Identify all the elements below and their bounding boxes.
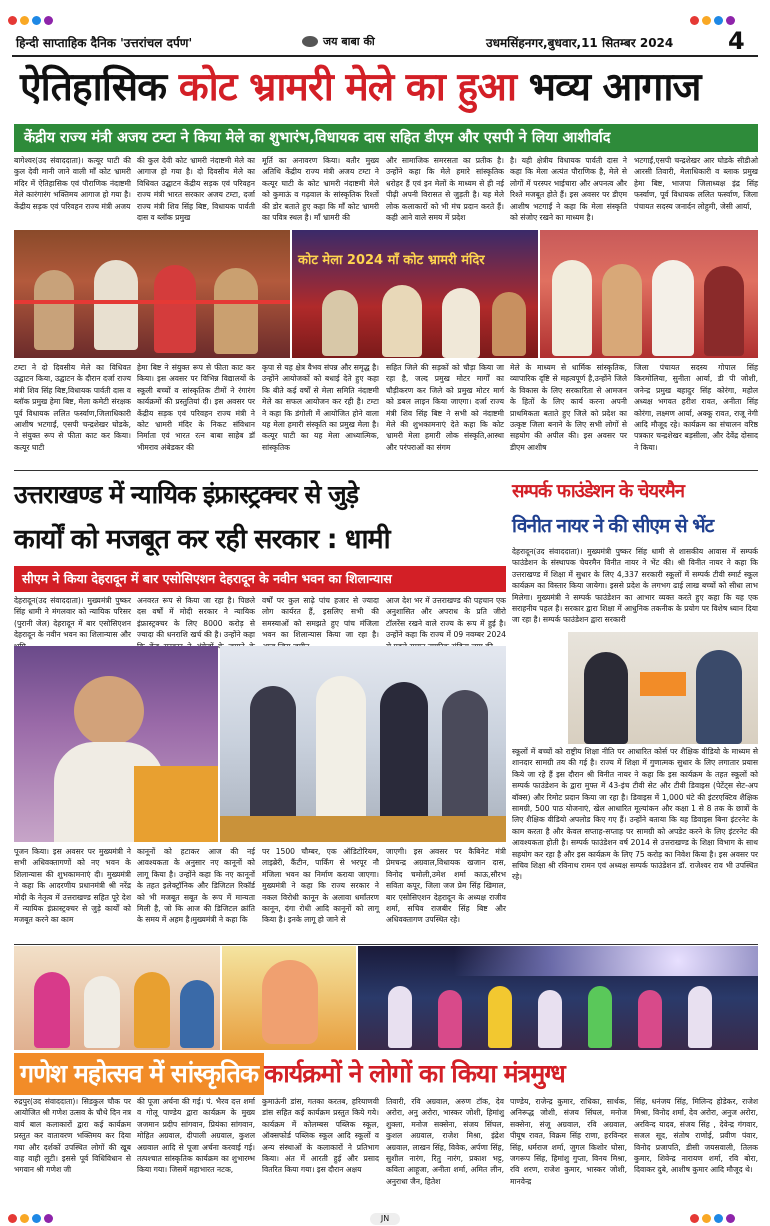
lead-col-5-top: है। यही क्षेत्रीय विधायक पार्वती दास ने कहा कि मेला अत्यंत पौराणिक है, मेले से लोगों में परस्पर भाईचारा और अपनत्व और रिश्ते मजबूत होते हैं। इस अवसर पर डीएम आशीष भटगाईं ने कहा कि मेला संस्कृति को संजोए रखने का माध्यम है। <box>510 156 627 223</box>
sampark-photo-meeting <box>568 632 758 744</box>
dot-red <box>690 16 699 25</box>
dhami-col-3-top: वर्षों पर कुल साढ़े पांच हजार से ज्यादा लोग कार्यरत हैं, इसलिए सभी की समस्याओं को समझते हुए पांच मंजिला भवन का शिलान्यास किया जा रहा है। <box>262 596 379 640</box>
lead-col-5-bottom: मेले के माध्यम से धार्मिक सांस्कृतिक, व्यापारिक दृष्टि से महत्वपूर्ण है,उन्होंने जिले के विकास के लिए सरकारिता से आमजन के हितों के लिए कार्य करना अपनी प्राथमिकता बताते हुए जिले को प्रदेश का उत्कृष्ट जिला बनाने के लिए सभी लोगों से सहयोग की अपील की। इस अवसर पर डीएम आशीष <box>510 363 627 452</box>
footer-dots-right <box>690 1214 735 1223</box>
ganesh-col-2: की पूजा अर्चना की गई। पं. भैरव दत्त शर्मा व गोलू पाण्डेय द्वारा कार्यक्रम के मुख्य जजमान प्रदीप सांगवान, प्रियंका सांगवान, मोहित अग्रवाल, दीपाली अग्रवाल, कुशल अग्रवाल आदि से पूजा अर्चना करवाई गई। तत्पश्चात सांस्कृतिक कार्यक्रम का शुभारम्भ किया गया। जिसमें महाभारत नटक, <box>137 1097 255 1175</box>
lead-col-2-top: की कुल देवी कोट भ्रामरी नंदाष्टमी मेले का आगाज हो गया है। दो दिवसीय मेले का विधिवत उद्घाटन केंद्रीय सड़क एवं परिवहन राज्य मंत्री भारत सरकार अजय टम्टा, दर्जा राज्य मंत्री शिव सिंह बिष्ट, विधायक पार्वती दास व ब्लॉक प्रमुख <box>137 156 255 223</box>
dot-blue <box>32 1214 41 1223</box>
lead-col-1-top: बागेश्वर(उद संवाददाता)। कत्यूर घाटी की कुल देवी मानी जाने वाली माँ कोट भ्रामरी मंदिर में ऐतिहासिक एवं पौराणिक नंदाष्टमी मेले कारंगारंग भक्तिमय आगाज हो गया है। केंद्रीय सड़क एवं परिवहन राज्य मंत्री अजय <box>14 156 131 211</box>
ganesh-headline-part1: गणेश महोत्सव में सांस्कृतिक <box>14 1053 264 1095</box>
ganesh-photo-puja <box>14 946 220 1050</box>
dhami-photo-foundation <box>220 646 506 842</box>
ganesh-col-6: सिंह, धनंजय सिंह, मिलिन्द होडेकर, राजेश मिश्रा, विनोद शर्मा, देव अरोरा, अनुज अरोरा, अरविन्द यादव, संजय सिंह , देवेन्द्र गंगवार, सजल सूद, संतोष राणोई, प्रवीण पंवार, विनोद प्रजापति, डीसी जयसवाली, तिलक कुमार, शिवेन्द्र नारायण शर्मा, रवि बोरा, दिवाकर दुबे, आशीष कुमार आदि मौजूद थे। <box>634 1097 758 1175</box>
center-emblem <box>302 34 375 49</box>
dot-blue <box>32 16 41 25</box>
dhami-headline-line2: कार्यों को मजबूत कर रही सरकार : धामी <box>14 524 390 555</box>
dot-red <box>690 1214 699 1223</box>
sampark-headline-line2: विनीत नायर ने की सीएम से भेंट <box>512 515 714 537</box>
dhami-col-4-bottom: जाएगी। इस अवसर पर कैबिनेट मंत्री प्रेमचन्द्र अग्रवाल,विधायक खजान दास, विनोद चमोली,उमेश शर्मा काऊ,सौरभ सविता कपूर, जिला जज प्रेम सिंह खिमाल, बार एसोसिएशन देहरादून के अध्यक्ष राजीव शर्मा, सचिव राजबीर सिंह बिष्ट और अधिवक्तागण उपस्थित रहे। <box>386 847 506 925</box>
masthead-bar <box>0 0 770 62</box>
center-label: जय बाबा की <box>323 35 375 48</box>
sampark-headline-line1: सम्पर्क फाउंडेशन के चेयरमैन <box>512 481 684 502</box>
ganesh-col-3: कुमाऊंनी डांस, गतका करतब, हरियाणवी डांस सहित कई कार्यक्रम प्रस्तुत किये गये। कार्यक्रम में कोलम्बस पब्लिक स्कूल, ऑक्सफोर्ड पब्लिक स्कूल आदि स्कूलों व अन्य संस्थाओं के कलाकारों ने प्रतिभाग किया। अंत में आरती हुई और प्रसाद वितरित किया गया। इस दौरान अक्षय <box>262 1097 379 1175</box>
sampark-body-top: देहरादून(उद संवाददाता)। मुख्यमंत्री पुष्कर सिंह धामी से शासकीय आवास में सम्पर्क फाउंडेशन के संस्थापक चेयरमैन विनीत नायर ने भेंट की। श्री विनीत नायर ने कहा कि उत्तराखण्ड में शिक्षा में सुधार के लिए 4,337 सरकारी स्कूलों में सम्पर्क टीवी स्मार्ट स्कूल कार्यक्रम का विस्तार किया जायेगा। इससे प्रदेश के लगभग ढाई लाख बच्चों को सीधा लाभ मिलेगा। मुख्यमंत्री ने सम्पर्क फाउंडेशन का आभार व्यक्त करते हुए कहा कि यह एक सराहनीय पहल है। सरकार द्वारा शिक्षा में आधुनिक तकनीक के प्रयोग पर विशेष ध्यान दिया जा रहा है। सम्पर्क फाउंडेशन द्वारा सरकारी <box>512 547 758 625</box>
dhami-col-2-bottom: कानूनों को हटाकर आज की नई आवश्यकता के अनुसार नए कानूनों को लागू किया है। उन्होंने कहा कि नए कानूनों के तहत इलेक्ट्रॉनिक और डिजिटल रिकॉर्ड को भी मजबूत सबूत के रूप में मान्यता मिली है, जो कि आज की डिजिटल क्रांति के समय में अहम है।मुख्यमंत्री ने कहा कि <box>137 847 255 925</box>
sampark-body-bottom: स्कूलों में बच्चों को राष्ट्रीय शिक्षा नीति पर आधारित कोर्स पर शैक्षिक वीडियो के माध्यम से शानदार सामग्री तय की गई है। राज्य में शिक्षा में गुणात्मक सुधार के लिए लगातार प्रयास किये जा रहे हैं इस दौरान श्री विनीत नायर ने कहा कि इस कार्यक्रम के तहत स्कूलों को सम्पर्क फाउंडेशन के द्वारा मुफ्त में 43-इंच टीवी सेट और टीवी डिवाइस (पेटेंट्स सेट-अप बॉक्स) और रिमोट प्रदान किया जा रहा है। डिवाइस में 1,000 घंटे की इंटरएक्टिव शैक्षिक सामग्री, 500 पाठ योजनाएं, खेल आधारित मूल्यांकन और कक्षा 1 से 8 तक के छात्रों के लिए शैक्षिक वीडियो अपलोड किए गए हैं। उन्होंने बताया कि यह डिवाइस बिना इंटरनेट के काम करता है और केवल सप्ताह-सप्ताह पर सामग्री को अपडेट करने के लिए इंटरनेट की आवश्यकता होती है। सम्पर्क फाउंडेशन वर्ष 2014 से उत्तराखण्ड के शिक्षा विभाग के साथ सहयोग कर रहा है और इस कार्यक्रम के लिए 75 करोड़ का निवेश किया है। इस अवसर पर सचिव शिक्षा श्री रविनाथ रामन एवं अध्यक्ष सम्पर्क फाउंडेशन डॉ. राजेश्वर राव भी उपस्थित रहे। <box>512 747 758 882</box>
ganesh-photo-performance <box>358 946 758 1050</box>
ganesh-col-5: पाण्डेय, राजेन्द्र कुमार, राधिका, सार्थक, अनिरूद्ध जोशी, संजय सिंघल, मनोज सक्सेना, संजू अग्रवाल, रवि अग्रवाल, पीयूष रावत, विक्रम सिंह राणा, हरविन्दर सिंह, धर्मराज शर्मा, जुगल किशोर घोसा, जगरूप सिंह, हिमांशु गुप्ता, विनय मिश्रा, रवि शरण, राजेश कुमार, भास्कर जोशी, मानवेन्द्र <box>510 1097 627 1186</box>
dot-blue <box>714 1214 723 1223</box>
dot-purple <box>44 1214 53 1223</box>
ganesh-idol-icon <box>262 960 318 1044</box>
ganesh-headline <box>14 1053 758 1095</box>
lead-headline-part3: भव्य आगाज <box>516 65 701 110</box>
header-dots-right <box>690 16 735 25</box>
ganesh-col-1: रुद्रपुर(उद संवाददाता)। सिडकुल चौक पर आयोजित श्री गणेश उत्सव के चौथे दिन नत्र वार्य बाल कलाकारों द्वारा कई कार्यक्रम प्रस्तुत कर वातावरण भक्तिमय कर दिया गया और दर्शकों उपस्थित लोगों की खूब वाह वाही लूटी। इससे पूर्व विधिविधान से भगवान श्री गणेश जी <box>14 1097 132 1175</box>
dot-yellow <box>20 1214 29 1223</box>
dot-yellow <box>20 16 29 25</box>
dot-blue <box>714 16 723 25</box>
dot-red <box>8 16 17 25</box>
dot-yellow <box>702 16 711 25</box>
lead-photo-dignitaries <box>540 230 758 358</box>
lead-col-3-bottom: कृपा से यह क्षेत्र वैभव संपन्न और समृद्ध है। उन्होंने आयोजकों को बधाई देते हुए कहा कि बीते कई वर्षों से मेला समिति नंदाष्टमी मेले का सफल आयोजन कर रही है। टम्टा ने कहा कि डंगोली में आयोजित होने वाला यह मेला हमारी संस्कृति का प्रमुख मेला है। कत्यूर घाटी का यह मेला आध्यात्मिक, सांस्कृतिक <box>262 363 379 452</box>
dhami-col-1-top: देहरादून(उद संवाददाता)। मुख्यमंत्री पुष्कर सिंह धामी ने मंगलवार को न्यायिक परिसर (पुरानी जेल) देहरादून में बार एसोसिएशन देहरादून के नवीन भवन का शिलान्यास और <box>14 596 131 640</box>
footer-bar <box>0 1212 770 1226</box>
dhami-col-2-top: अनवरत रूप से किया जा रहा है। पिछले दस वर्षों में मोदी सरकार ने न्यायिक इंफ्रास्ट्रक्चर के लिए 8000 करोड़ से ज्यादा की धनराशि खर्च की है। उन्होंने कहा <box>137 596 255 640</box>
lead-col-4-bottom: सहित जिले की सड़कों को चौड़ा किया जा रहा है, जल्द प्रमुख मोटर मार्गों का चौड़ीकरण कर जिले को प्रमुख मोटर मार्ग को डबल लाइन किया जाएगा। दर्जा राज्य मंत्री शिव सिंह बिष्ट ने सभी को नंदाष्टमी मेले की शुभकामनाएं देते कहा कि कोट भ्रामरी मेला हमारी लोक संस्कृति,आस्था और परंपराओं का संगम <box>386 363 504 452</box>
dot-purple <box>726 1214 735 1223</box>
lead-headline-part2: कोट भ्रामरी मेले का हुआ <box>178 65 516 110</box>
section-rule <box>14 944 758 945</box>
ganesh-col-4: तिवारी, रवि अग्रवाल, अरुण टॉक, देव अरोरा, अनु अरोरा, भास्कर जोशी, हिमांशु शुक्ला, मनोज सक्सेना, संजय सिंघल, कुशल अग्रवाल, राजेश मिश्रा, इंद्रेश अग्रवाल, लाखन सिंह, विवेक, अर्पणा सिंह, सुशील नारंग, रितु नारंग, प्रकाश भट्ट, कविता आहूजा, अनीता शर्मा, अमित लीन, अनुराधा जैन, हितेश <box>386 1097 504 1186</box>
date-line: उधमसिंहनगर,बुधवार,11 सितम्बर 2024 <box>486 36 674 50</box>
dot-yellow <box>702 1214 711 1223</box>
footer-mark: JN <box>370 1213 400 1225</box>
stage-banner-text: कोट मेला 2024 माँ कोट भ्रामरी मंदिर <box>298 253 485 268</box>
lead-col-6-bottom: जिला पंचायत सदस्य गोपाल सिंह किरमोलिया, सुनीता आर्या, डी पी जोशी, जनेन्द्र प्रमुख बहादुर सिंह कोरंगा, महोल अध्यक्ष भगवत हरीश रावत, अनीता सिंह कोरंगा, लक्ष्मण आर्या, अक्कू रावत, राजू नेगी आदि मौजूद रहे। कार्यक्रम का संचालन वरिष्ठ पत्रकार चन्द्रशेखर बड़सीला, और देवेंद्र दोसाद ने किया। <box>634 363 758 452</box>
lead-headline-part1: ऐतिहासिक <box>20 65 179 110</box>
footer-dots-left <box>8 1214 53 1223</box>
page-number: 4 <box>728 27 745 55</box>
header-dots-left <box>8 16 53 25</box>
ganesh-headline-part2: कार्यक्रमों ने लोगों का किया मंत्रमुग्ध <box>264 1059 565 1088</box>
dhami-col-4-top: आज देश भर में उत्तराखण्ड की पहचान एक अनुशासित और अपराध के प्रति जीरो टॉलरेंस रखने वाले राज्य के रूप में हुई है। उन्होंने कहा कि राज्य में 09 नवम्बर 2024 <box>386 596 506 640</box>
dot-purple <box>44 16 53 25</box>
section-rule <box>14 470 758 471</box>
header-rule <box>12 55 758 57</box>
dhami-col-1-bottom: पूजन किया। इस अवसर पर मुख्यमंत्री ने सभी अधिवक्तागणों को नए भवन के शिलान्यास की शुभकामनाएं दी। मुख्यमंत्री ने कहा कि आदरणीय प्रधानमंत्री श्री नरेंद्र मोदी के नेतृत्व में उत्तराखण्ड सहित पूरे देश में न्यायिक इंफ्रास्ट्रक्चर से जुड़े कार्यों को मजबूत करने का काम <box>14 847 131 925</box>
lead-col-4-top: और सामाजिक समरसता का प्रतीक है। उन्होंने कहा कि मेले हमारे सांस्कृतिक धरोहर हैं एवं इन मेलों के माध्यम से ही नई पीढ़ी अपनी विरासत से जुड़ती है। यह मेले लोक कलाकारों को भी मंच प्रदान करते हैं।कही आने वाले समय में प्रदेश <box>386 156 504 223</box>
ganesh-photo-idol <box>222 946 356 1050</box>
lead-col-6-top: भटगाईं,एसपी चन्द्रशेखर आर घोडके सीडीओ आरसी तिवारी, मेलाधिकारी व ब्लाक प्रमुख हेमा बिष्ट, भाजपा जिलाध्यक्ष इंद्र सिंह फर्स्वाण, पूर्व विधायक ललित फर्स्वाण, जिला पंचायत सदस्य जनार्दन लोहुमी, जेसी आर्या, <box>634 156 758 211</box>
lead-photo-stage <box>292 230 538 358</box>
dot-red <box>8 1214 17 1223</box>
dhami-photo-speech <box>14 646 218 842</box>
dhami-col-3-bottom: पर 1500 चौम्बर, एक ऑडिटोरियम, लाइब्रेरी, कैंटीन, पार्किंग से भरपूर नौ मंजिला भवन का निर्माण कराया जाएगा। मुख्यमंत्री ने कहा कि राज्य सरकार ने नकल विरोधी कानून के अलावा धर्मांतरण कानून, दंगा रोधी आदि कानूनों को लागू किया है। इनके लागू हो जाने से <box>262 847 379 925</box>
lead-col-3-top: मूर्ति का अनावरण किया। बतौर मुख्य अतिथि केंद्रीय राज्य मंत्री अजय टम्टा ने कत्यूर घाटी के कोट भ्रामरी नंदाष्टमी मेले को कुमाऊं व गढ़वाल के सांस्कृतिक रिश्तों की डोर बताते हुए कहा कि माँ कोट भ्रामरी का पवित्र स्थल है। माँ भ्रामरी की <box>262 156 379 223</box>
masthead-title: हिन्दी साप्ताहिक दैनिक 'उत्तरांचल दर्पण' <box>16 36 193 50</box>
dhami-subhead: सीएम ने किया देहरादून में बार एसोसिएशन देहरादून के नवीन भवन का शिलान्यास <box>14 566 506 592</box>
flower-icon <box>302 36 318 47</box>
dhami-headline-line1: उत्तराखण्ड में न्यायिक इंफ्रास्ट्रक्चर से जुड़े <box>14 480 358 509</box>
lead-headline <box>20 60 760 118</box>
lead-photo-ribbon-cutting <box>14 230 290 358</box>
dot-purple <box>726 16 735 25</box>
lead-subhead: केंद्रीय राज्य मंत्री अजय टम्टा ने किया मेले का शुभारंभ,विधायक दास सहित डीएम और एसपी ने लिया आशीर्वाद <box>14 124 758 152</box>
lead-col-2-bottom: हेमा बिष्ट ने संयुक्त रूप से फीता काट कर किया। इस अवसर पर विभिन्न विद्यालयों के स्कूली बच्चों व सांस्कृतिक टीमों ने रंगारंग कार्यक्रमों की प्रस्तुतियां दी। इस अवसर पर केंद्रीय सड़क एवं परिवहन राज्य मंत्री ने कोट भ्रामरी मंदिर के निकट संविधान निर्माता एवं भारत रत्न बाबा साहेब डॉ भीमराव अंबेडकर की <box>137 363 255 452</box>
lead-col-1-bottom: टम्टा ने दो दिवसीय मेले का विधिवत उद्घाटन किया, उद्घाटन के दौरान दर्जा राज्य मंत्री शिव सिंह बिष्ट,विधायक पार्वती दास व ब्लॉक प्रमुख हेमा बिष्ट, मेला कमेटी संरक्षक पूर्व विधायक ललित फर्स्वाण,जिलाधिकारी आशीष भटगाईं, एसपी चन्द्रशेखर घोडके, ने संयुक्त रूप से फीता काट कर किया। कत्यूर घाटी <box>14 363 131 452</box>
